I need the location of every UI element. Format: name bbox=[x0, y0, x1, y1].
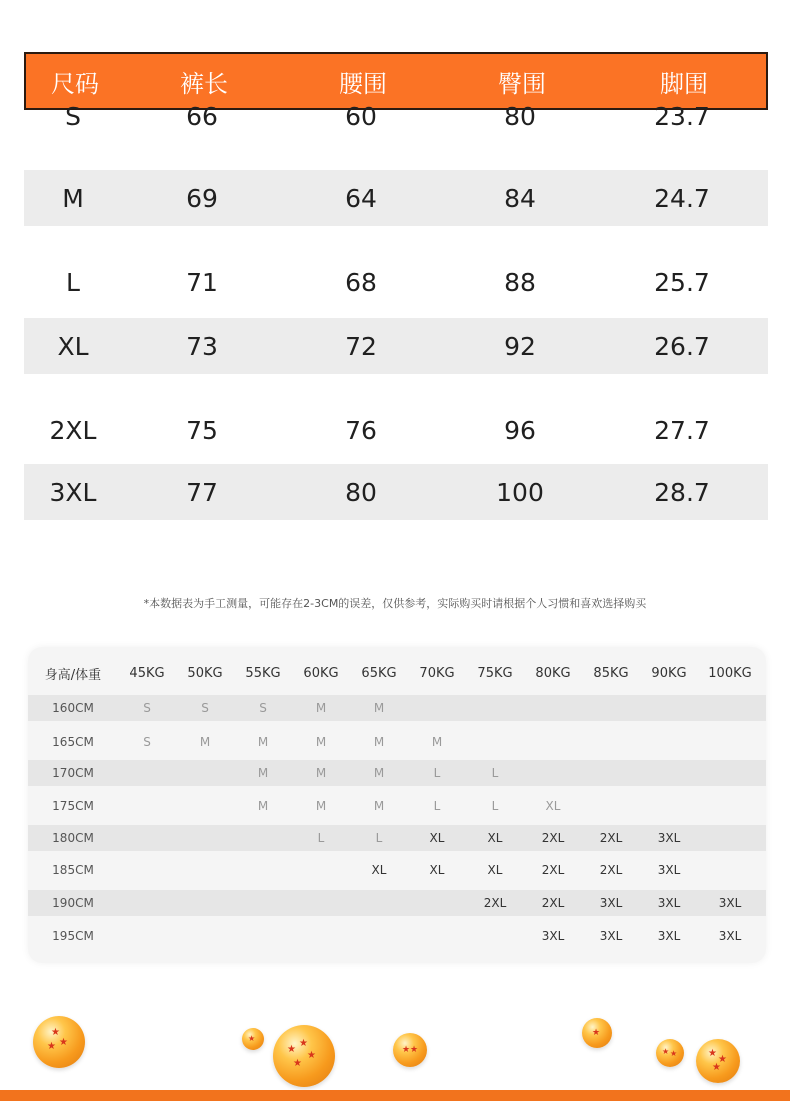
recommended-size-cell: 3XL bbox=[657, 831, 681, 845]
recommended-size-cell: M bbox=[431, 735, 443, 749]
size-cell-hip: 88 bbox=[504, 267, 536, 297]
height-weight-row bbox=[28, 857, 766, 883]
size-cell-leg-opening: 24.7 bbox=[654, 183, 710, 213]
size-cell-leg-opening: 23.7 bbox=[654, 101, 710, 131]
recommended-size-cell: 3XL bbox=[541, 929, 565, 943]
height-weight-row bbox=[28, 825, 766, 851]
size-cell-hip: 80 bbox=[504, 101, 536, 131]
height-label: 165CM bbox=[52, 735, 94, 749]
recommended-size-cell: L bbox=[433, 799, 441, 813]
recommended-size-cell: 2XL bbox=[599, 863, 623, 877]
recommended-size-cell: L bbox=[375, 831, 383, 845]
weight-header: 55KG bbox=[245, 665, 281, 681]
height-label: 180CM bbox=[52, 831, 94, 845]
height-label: 170CM bbox=[52, 766, 94, 780]
height-label: 175CM bbox=[52, 799, 94, 813]
recommended-size-cell: 2XL bbox=[483, 896, 507, 910]
size-cell-hip: 100 bbox=[496, 477, 544, 507]
size-cell-waist: 60 bbox=[345, 101, 377, 131]
size-cell-leg-opening: 25.7 bbox=[654, 267, 710, 297]
recommended-size-cell: 2XL bbox=[541, 896, 565, 910]
header-hip: 臀围 bbox=[498, 69, 546, 98]
dragon-ball-icon: ★ ★ bbox=[393, 1033, 427, 1067]
dragon-ball-icon: ★ ★ ★ ★ bbox=[273, 1025, 335, 1087]
height-label: 160CM bbox=[52, 701, 94, 715]
recommended-size-cell: M bbox=[199, 735, 211, 749]
dragon-ball-icon: ★ bbox=[242, 1028, 264, 1050]
corner-label: 身高/体重 bbox=[44, 667, 102, 683]
header-size: 尺码 bbox=[51, 69, 99, 98]
header-leg-opening: 脚围 bbox=[660, 69, 708, 98]
size-cell-size: M bbox=[62, 183, 84, 213]
recommended-size-cell: M bbox=[373, 766, 385, 780]
size-cell-waist: 80 bbox=[345, 477, 377, 507]
weight-header: 80KG bbox=[535, 665, 571, 681]
recommended-size-cell: M bbox=[315, 799, 327, 813]
recommended-size-cell: M bbox=[373, 799, 385, 813]
height-weight-row bbox=[28, 793, 766, 819]
recommended-size-cell: S bbox=[259, 701, 267, 715]
recommended-size-cell: 3XL bbox=[599, 896, 623, 910]
size-cell-waist: 72 bbox=[345, 331, 377, 361]
size-row bbox=[24, 170, 768, 226]
size-row bbox=[24, 318, 768, 374]
size-cell-hip: 84 bbox=[504, 183, 536, 213]
recommended-size-cell: XL bbox=[487, 831, 503, 845]
recommended-size-cell: 2XL bbox=[599, 831, 623, 845]
height-label: 190CM bbox=[52, 896, 94, 910]
recommended-size-cell: L bbox=[491, 766, 499, 780]
size-cell-leg-opening: 27.7 bbox=[654, 415, 710, 445]
recommended-size-cell: M bbox=[315, 701, 327, 715]
size-cell-hip: 96 bbox=[504, 415, 536, 445]
recommended-size-cell: M bbox=[373, 701, 385, 715]
height-weight-header bbox=[28, 659, 766, 687]
size-cell-size: L bbox=[66, 267, 80, 297]
recommended-size-cell: S bbox=[143, 735, 151, 749]
recommended-size-cell: M bbox=[257, 799, 269, 813]
recommended-size-cell: 3XL bbox=[718, 929, 742, 943]
recommended-size-cell: XL bbox=[371, 863, 387, 877]
weight-header: 45KG bbox=[129, 665, 165, 681]
weight-header: 60KG bbox=[303, 665, 339, 681]
size-cell-pants-length: 75 bbox=[186, 415, 218, 445]
size-row bbox=[24, 392, 768, 468]
weight-header: 65KG bbox=[361, 665, 397, 681]
recommended-size-cell: S bbox=[143, 701, 151, 715]
recommended-size-cell: L bbox=[491, 799, 499, 813]
size-cell-pants-length: 77 bbox=[186, 477, 218, 507]
weight-header: 90KG bbox=[651, 665, 687, 681]
header-waist: 腰围 bbox=[339, 69, 387, 98]
size-cell-hip: 92 bbox=[504, 331, 536, 361]
size-cell-waist: 68 bbox=[345, 267, 377, 297]
recommended-size-cell: L bbox=[317, 831, 325, 845]
size-table bbox=[24, 52, 768, 507]
weight-header: 70KG bbox=[419, 665, 455, 681]
recommended-size-cell: M bbox=[257, 735, 269, 749]
size-cell-waist: 76 bbox=[345, 415, 377, 445]
size-cell-waist: 64 bbox=[345, 183, 377, 213]
recommended-size-cell: M bbox=[315, 766, 327, 780]
size-row bbox=[24, 464, 768, 520]
size-cell-leg-opening: 28.7 bbox=[654, 477, 710, 507]
height-weight-row bbox=[28, 695, 766, 721]
size-cell-leg-opening: 26.7 bbox=[654, 331, 710, 361]
recommended-size-cell: XL bbox=[429, 831, 445, 845]
size-cell-pants-length: 66 bbox=[186, 101, 218, 131]
recommended-size-cell: M bbox=[257, 766, 269, 780]
recommended-size-cell: 2XL bbox=[541, 831, 565, 845]
size-cell-size: 2XL bbox=[49, 415, 97, 445]
recommended-size-cell: XL bbox=[487, 863, 503, 877]
dragon-ball-icon: ★ ★ bbox=[656, 1039, 684, 1067]
weight-header: 50KG bbox=[187, 665, 223, 681]
recommended-size-cell: 3XL bbox=[599, 929, 623, 943]
recommended-size-cell: 3XL bbox=[657, 896, 681, 910]
height-weight-row bbox=[28, 760, 766, 786]
height-label: 195CM bbox=[52, 929, 94, 943]
size-cell-pants-length: 69 bbox=[186, 183, 218, 213]
dragon-ball-icon: ★ bbox=[582, 1018, 612, 1048]
weight-header: 75KG bbox=[477, 665, 513, 681]
size-cell-size: S bbox=[65, 101, 81, 131]
height-label: 185CM bbox=[52, 863, 94, 877]
measurement-note: *本数据表为手工测量，可能存在2-3CM的误差，仅供参考，实际购买时请根据个人习惯和喜欢选择购买 bbox=[143, 597, 647, 610]
weight-header: 100KG bbox=[708, 665, 752, 681]
header-pants-length: 裤长 bbox=[180, 69, 228, 98]
size-cell-pants-length: 73 bbox=[186, 331, 218, 361]
recommended-size-cell: 3XL bbox=[657, 863, 681, 877]
size-cell-size: XL bbox=[57, 331, 89, 361]
height-weight-table bbox=[28, 647, 766, 963]
height-weight-row bbox=[28, 890, 766, 916]
recommended-size-cell: XL bbox=[545, 799, 561, 813]
recommended-size-cell: S bbox=[201, 701, 209, 715]
height-weight-row bbox=[28, 923, 766, 949]
dragon-ball-icon: ★ ★ ★ bbox=[33, 1016, 85, 1068]
recommended-size-cell: M bbox=[315, 735, 327, 749]
recommended-size-cell: 3XL bbox=[657, 929, 681, 943]
footer-bar bbox=[0, 1090, 790, 1101]
recommended-size-cell: 3XL bbox=[718, 896, 742, 910]
size-row bbox=[24, 244, 768, 320]
recommended-size-cell: XL bbox=[429, 863, 445, 877]
recommended-size-cell: L bbox=[433, 766, 441, 780]
recommended-size-cell: 2XL bbox=[541, 863, 565, 877]
size-row bbox=[24, 78, 768, 154]
size-cell-size: 3XL bbox=[49, 477, 97, 507]
weight-header: 85KG bbox=[593, 665, 629, 681]
height-weight-row bbox=[28, 729, 766, 755]
recommended-size-cell: M bbox=[373, 735, 385, 749]
dragon-ball-icon: ★ ★ ★ bbox=[696, 1039, 740, 1083]
size-cell-pants-length: 71 bbox=[186, 267, 218, 297]
